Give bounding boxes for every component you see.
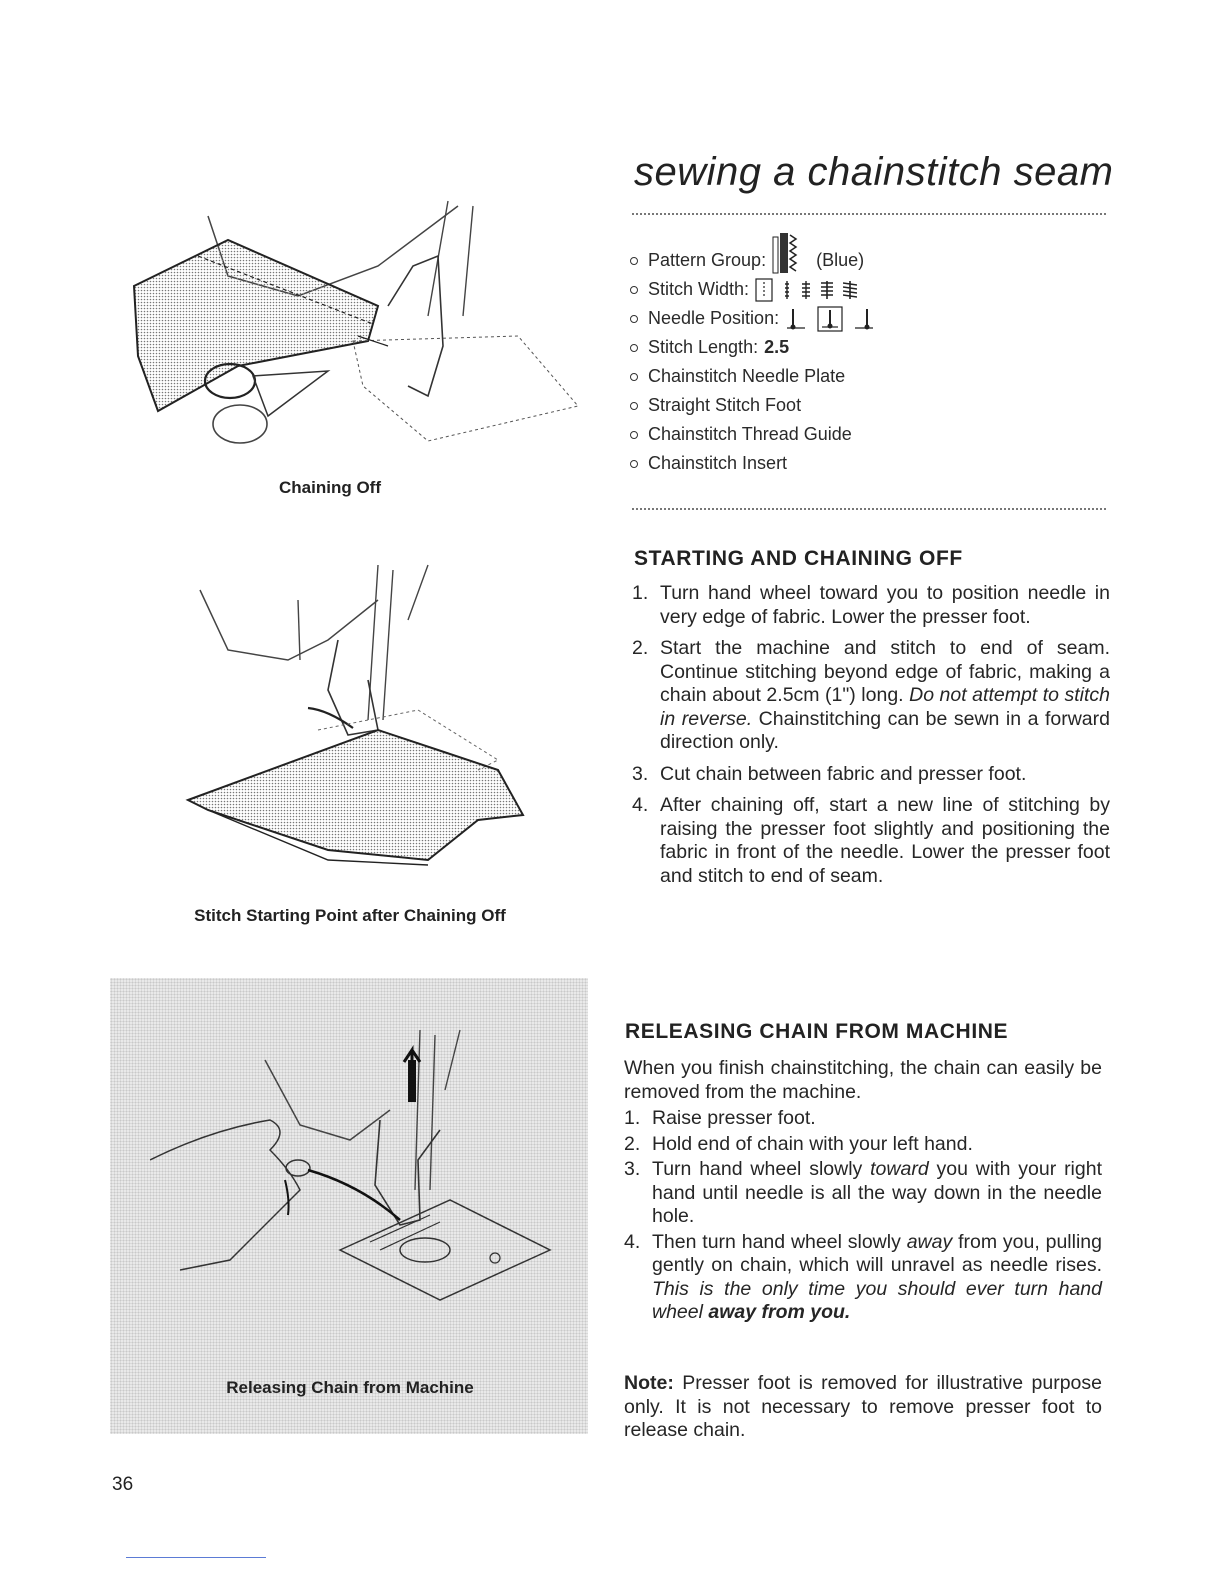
stitch-length-value: 2.5	[764, 337, 790, 357]
step-number: 2.	[632, 637, 649, 659]
page-number: 36	[112, 1474, 134, 1495]
caption-stitch-starting-point: Stitch Starting Point after Chaining Off	[194, 906, 506, 925]
releasing-note	[624, 1372, 1102, 1443]
setting-item	[630, 362, 1110, 391]
setting-label: Stitch Width:	[648, 279, 750, 299]
step-number: 2.	[624, 1132, 641, 1155]
step-text: After chaining off, start a new line of stitching by raising the presser foot slightly and positioning the fabric in front of the needle. Lower the presser foot and stitch to end of seam.	[660, 794, 1110, 887]
step-text-part: you with your right hand until needle is all the way down in the needle hole.	[652, 1158, 1103, 1227]
setting-needle-position	[630, 304, 1110, 333]
chaining-off-illustration	[128, 196, 598, 456]
setting-label: Stitch Length:	[648, 337, 759, 357]
setting-label: Pattern Group:	[648, 250, 767, 270]
setting-item-label: Chainstitch Insert	[648, 453, 788, 473]
setting-item-label: Chainstitch Needle Plate	[648, 366, 846, 386]
step-number: 4.	[632, 794, 649, 816]
step-text: Turn hand wheel toward you to position needle in very edge of fabric. Lower the presser foot.	[660, 582, 1110, 628]
pattern-group-color: (Blue)	[816, 250, 865, 270]
setting-item	[630, 449, 1110, 478]
step-text-emphasis: toward	[870, 1158, 929, 1180]
step-item	[632, 794, 1110, 888]
caption-releasing-chain: Releasing Chain from Machine	[226, 1378, 474, 1397]
machine-settings-list	[630, 246, 1110, 478]
needle-position-icons	[785, 306, 875, 332]
step-text-part: from you, pulling gently on chain, which will unravel as needle rises.	[652, 1230, 1102, 1276]
step-item	[632, 582, 1110, 629]
step-text-part: Turn hand wheel slowly	[652, 1158, 863, 1180]
heading-releasing-chain: RELEASING CHAIN FROM MACHINE	[625, 1020, 1009, 1043]
step-text-part: Then turn hand wheel slowly	[652, 1230, 901, 1253]
top-divider	[632, 213, 1106, 215]
bullet-icon	[630, 344, 638, 352]
step-text: Raise presser foot.	[652, 1107, 816, 1129]
step-item	[624, 1158, 1102, 1229]
starting-steps-list	[632, 582, 1110, 896]
step-number: 4.	[624, 1230, 641, 1253]
step-text-bold-emphasis: away from you.	[708, 1301, 851, 1323]
step-number: 3.	[632, 762, 649, 785]
page-title: sewing a chainstitch seam	[634, 150, 1114, 194]
setting-label: Needle Position:	[648, 308, 780, 328]
bullet-icon	[630, 460, 638, 468]
setting-stitch-length	[630, 333, 1110, 362]
step-text: Cut chain between fabric and presser foot.	[660, 762, 1027, 785]
note-label: Note:	[624, 1372, 674, 1394]
heading-starting-chaining-off: STARTING AND CHAINING OFF	[634, 547, 963, 570]
setting-item-label: Straight Stitch Foot	[648, 395, 802, 415]
stitch-width-icons	[755, 278, 857, 302]
step-text-part: Chainstitching can be sewn in a forward direction only.	[660, 707, 1110, 753]
pattern-group-icon	[772, 247, 798, 275]
step-text-part: Start the machine and stitch to end of seam. Continue stitching beyond edge of fabric, making a chain about 2.5cm (1") long.	[660, 637, 1110, 706]
bullet-icon	[630, 257, 638, 265]
bullet-icon	[630, 431, 638, 439]
step-number: 1.	[624, 1107, 641, 1129]
step-text	[652, 1231, 1102, 1325]
step-number: 1.	[632, 582, 649, 604]
bullet-icon	[630, 373, 638, 381]
setting-stitch-width	[630, 275, 1110, 304]
step-item	[624, 1107, 1102, 1131]
step-text-emphasis: This is the only time you should ever turn hand wheel	[652, 1277, 1102, 1323]
step-item	[632, 637, 1110, 755]
bullet-icon	[630, 402, 638, 410]
step-text-emphasis: Do not attempt to stitch in reverse.	[660, 684, 1111, 730]
step-text-emphasis: away	[906, 1230, 953, 1253]
step-number: 3.	[624, 1158, 641, 1180]
setting-item	[630, 391, 1110, 420]
bullet-icon	[630, 315, 638, 323]
footer-line	[126, 1557, 266, 1558]
caption-chaining-off: Chaining Off	[279, 478, 381, 497]
step-item	[624, 1231, 1102, 1325]
step-item	[624, 1133, 1102, 1157]
releasing-intro: When you finish chainstitching, the chain can easily be removed from the machine.	[624, 1057, 1102, 1103]
settings-divider	[632, 508, 1106, 510]
step-text	[660, 637, 1110, 755]
bullet-icon	[630, 286, 638, 294]
setting-pattern-group	[630, 246, 1110, 275]
setting-item-label: Chainstitch Thread Guide	[648, 424, 852, 444]
step-item	[632, 763, 1110, 787]
step-text	[652, 1158, 1102, 1229]
step-text: Hold end of chain with your left hand.	[652, 1132, 973, 1155]
releasing-chain-illustration	[150, 1010, 570, 1350]
releasing-steps-list	[624, 1107, 1102, 1327]
note-text: Presser foot is removed for illustrative purpose only. It is not necessary to remove presser foot to release chain.	[624, 1372, 1102, 1441]
stitch-starting-point-illustration	[178, 560, 538, 890]
setting-item	[630, 420, 1110, 449]
